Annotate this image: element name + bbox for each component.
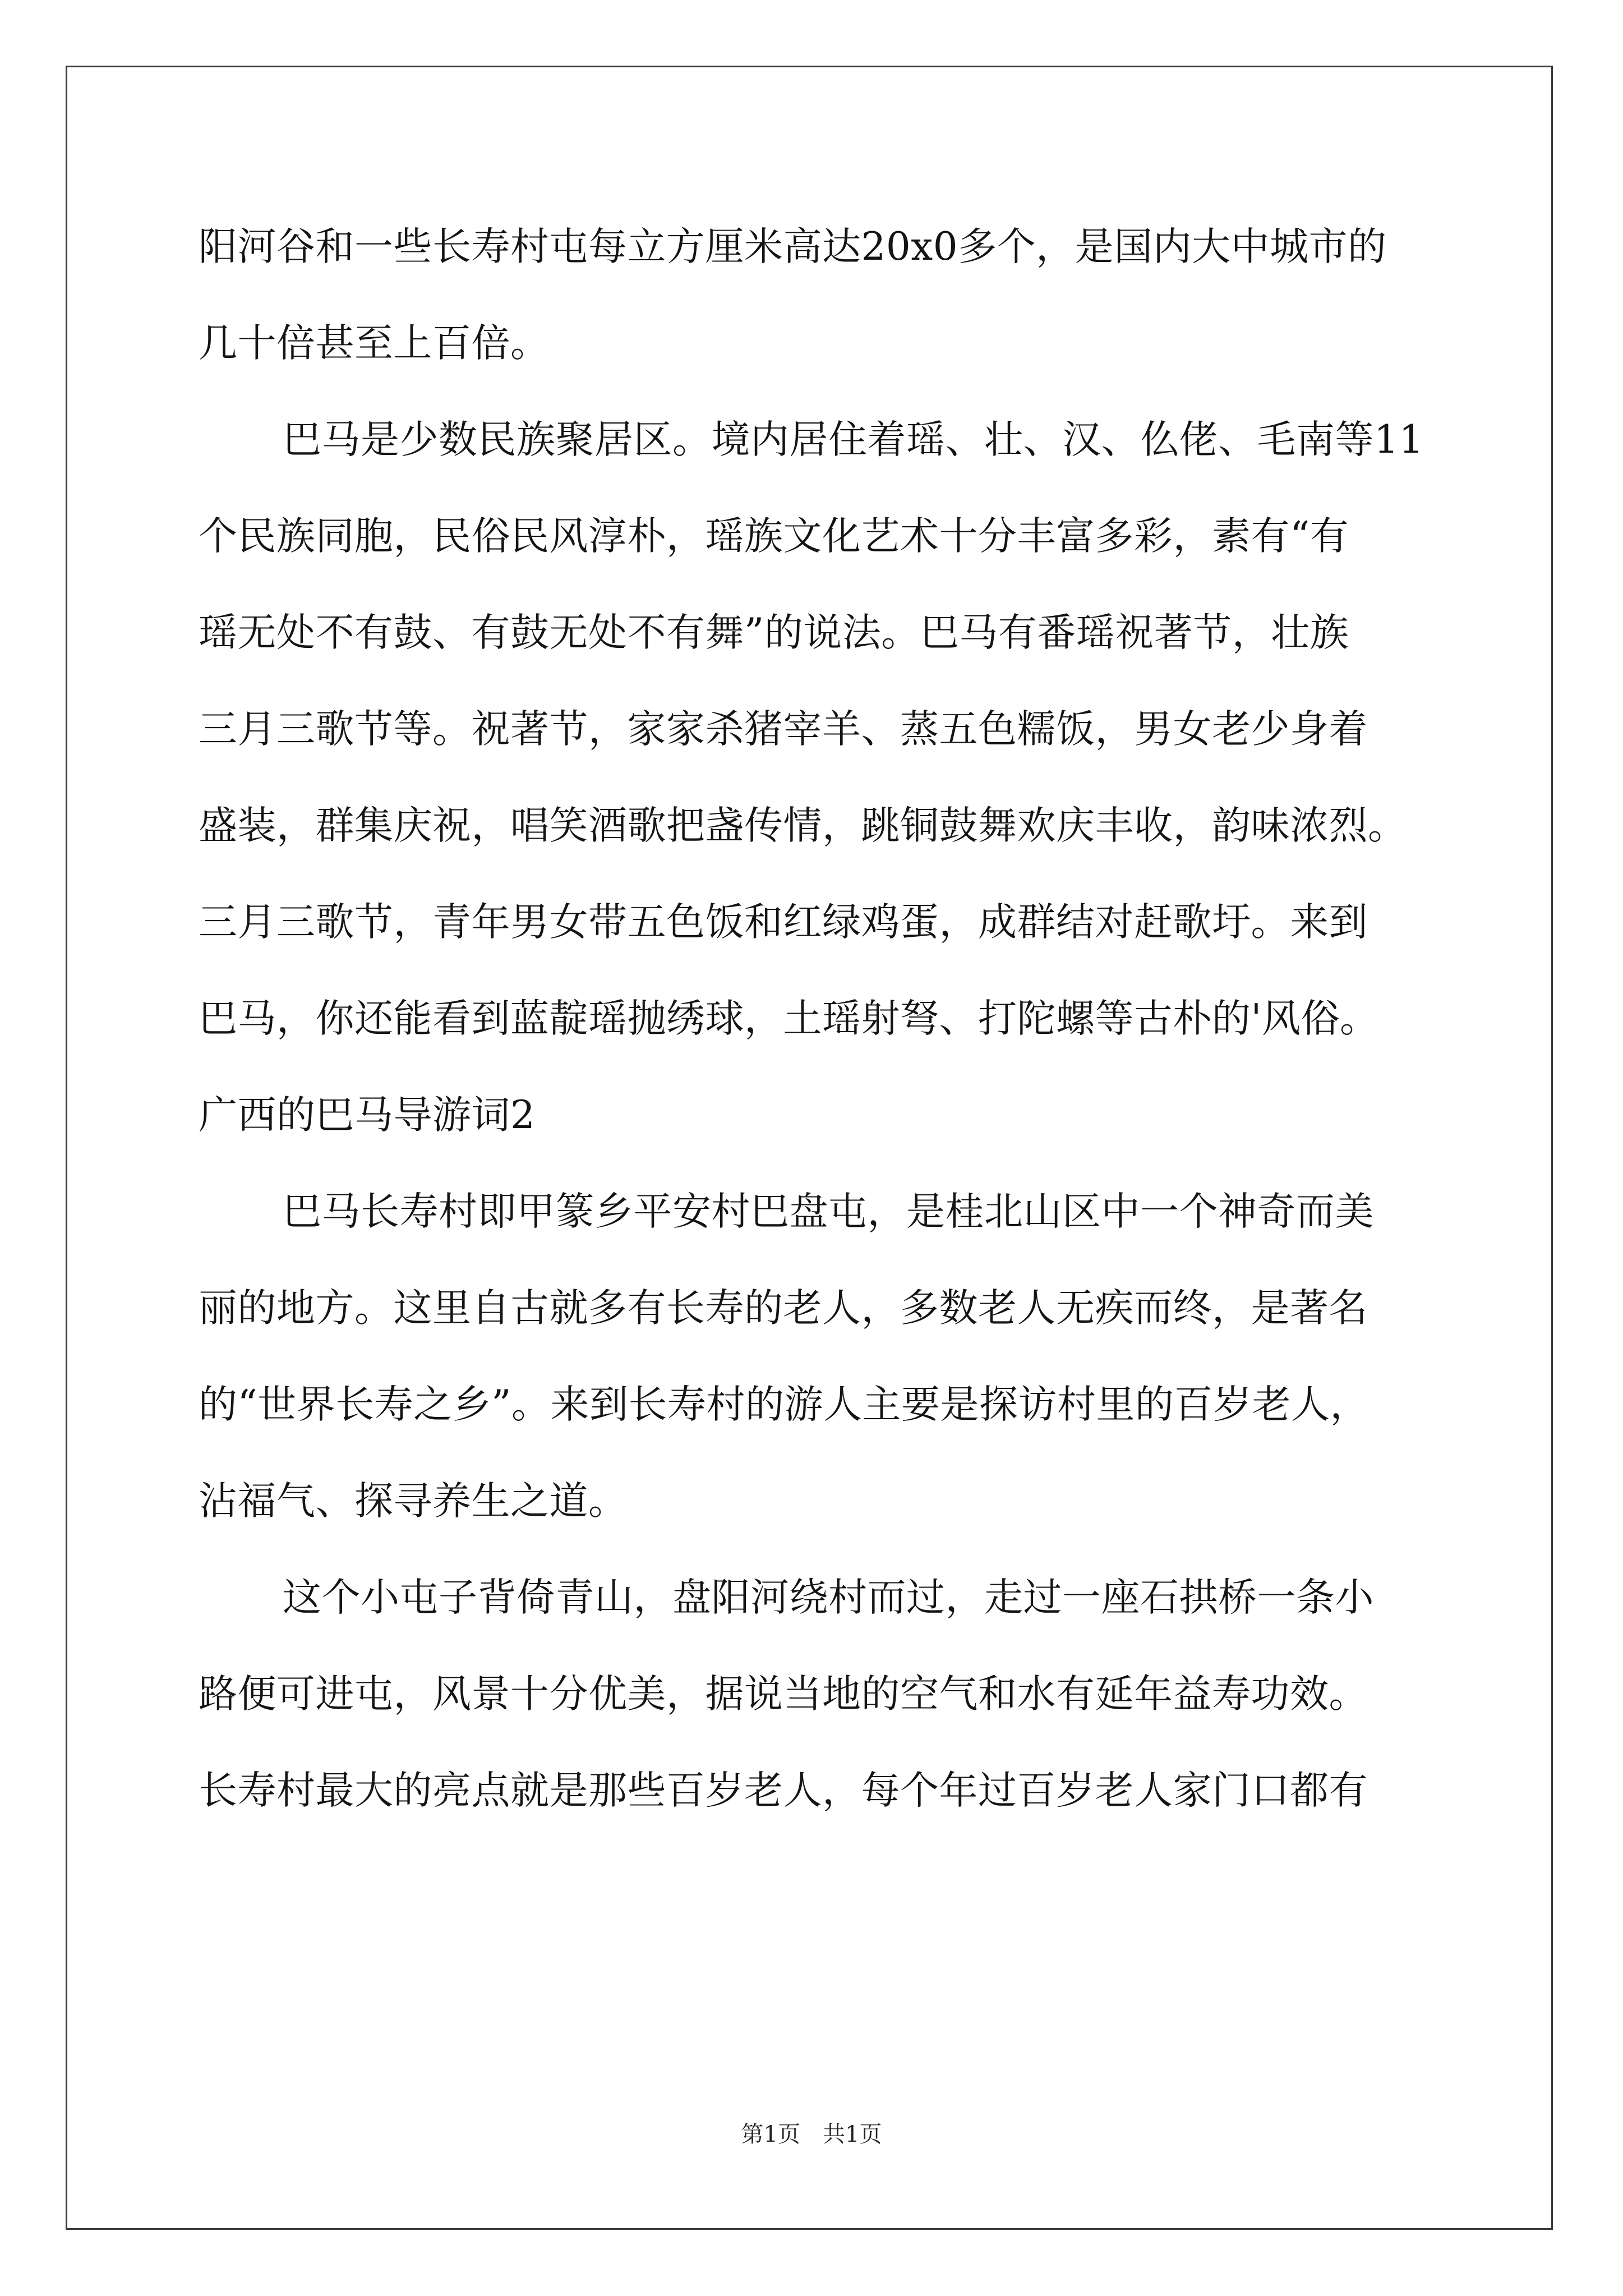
text-line: 瑶无处不有鼓、有鼓无处不有舞”的说法。巴马有番瑶祝著节，壮族 [199, 610, 1349, 655]
text-line: 的“世界长寿之乡”。来到长寿村的游人主要是探访村里的百岁老人， [199, 1382, 1370, 1427]
paragraph-first-line: 巴马是少数民族聚居区。境内居住着瑶、壮、汉、仫佬、毛南等11 [283, 417, 1424, 462]
paragraph-first-line: 巴马长寿村即甲篆乡平安村巴盘屯，是桂北山区中一个神奇而美 [283, 1189, 1374, 1234]
section-heading: 广西的巴马导游词2 [199, 1093, 536, 1138]
paragraph-first-line: 这个小屯子背倚青山，盘阳河绕村而过，走过一座石拱桥一条小 [283, 1575, 1374, 1620]
text-line: 路便可进屯，风景十分优美，据说当地的空气和水有延年益寿功效。 [199, 1672, 1368, 1717]
page-number: 第1页 [741, 2122, 800, 2147]
page-border [66, 66, 1553, 2230]
text-line: 盛装，群集庆祝，唱笑酒歌把盏传情，跳铜鼓舞欢庆丰收，韵味浓烈。 [199, 803, 1407, 848]
page-total: 共1页 [823, 2122, 882, 2147]
text-line: 三月三歌节，青年男女带五色饭和红绿鸡蛋，成群结对赶歌圩。来到 [199, 900, 1368, 945]
text-line: 长寿村最大的亮点就是那些百岁老人，每个年过百岁老人家门口都有 [199, 1768, 1368, 1813]
text-line: 阳河谷和一些长寿村屯每立方厘米高达20x0多个，是国内大中城市的 [199, 224, 1387, 269]
text-line: 个民族同胞，民俗民风淳朴，瑶族文化艺术十分丰富多彩，素有“有 [199, 514, 1349, 559]
text-line: 几十倍甚至上百倍。 [199, 321, 550, 366]
text-line: 沾福气、探寻养生之道。 [199, 1479, 628, 1524]
text-line: 三月三歌节等。祝著节，家家杀猪宰羊、蒸五色糯饭，男女老少身着 [199, 707, 1368, 752]
text-line: 巴马，你还能看到蓝靛瑶抛绣球，土瑶射弩、打陀螺等古朴的'风俗。 [199, 996, 1379, 1041]
page-footer [0, 2120, 1623, 2148]
text-line: 丽的地方。这里自古就多有长寿的老人，多数老人无疾而终，是著名 [199, 1286, 1368, 1331]
